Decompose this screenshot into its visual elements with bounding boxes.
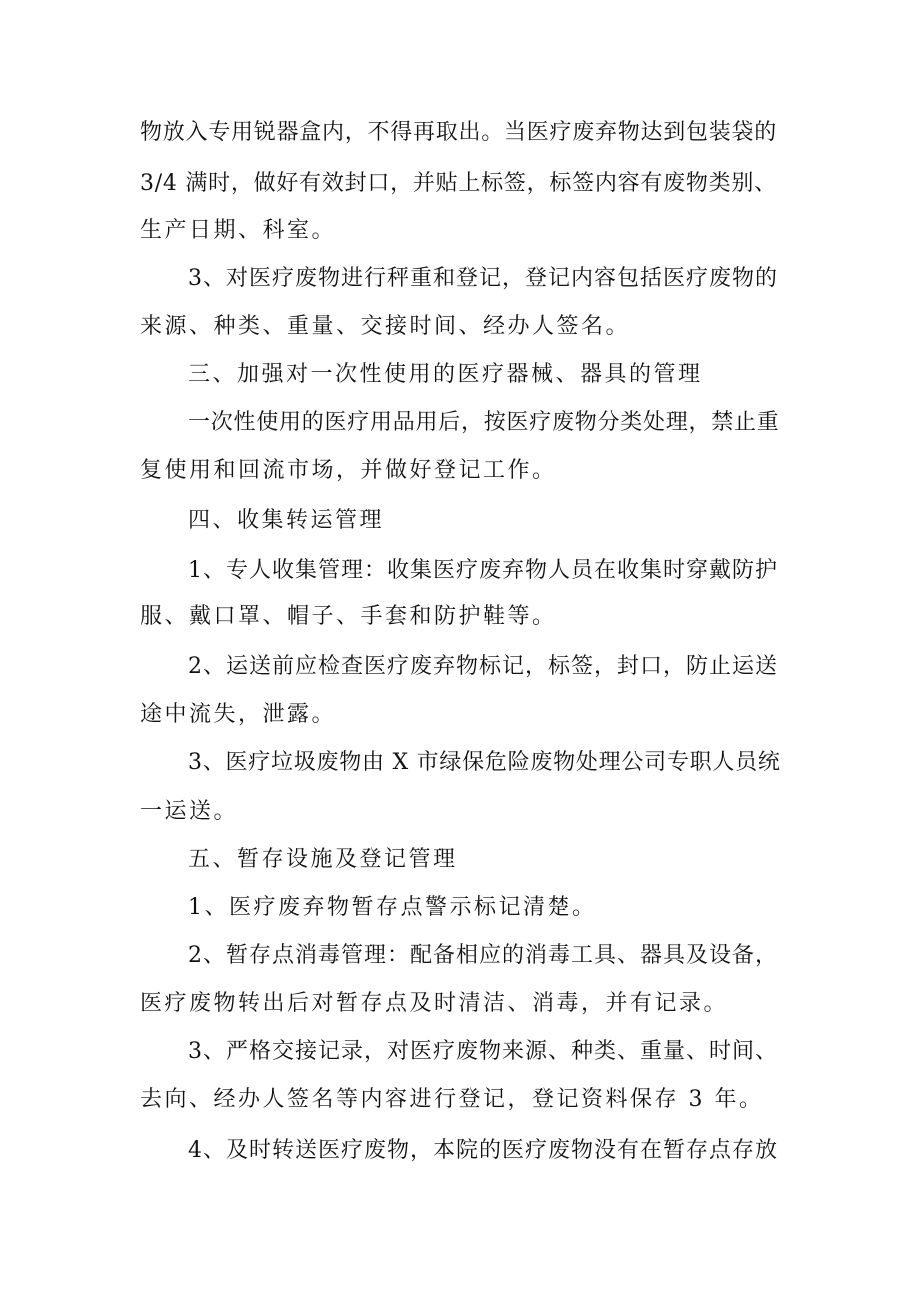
- text-line: 3/4 满时，做好有效封口，并贴上标签，标签内容有废物类别、: [140, 171, 777, 196]
- text-line: 来源、种类、重量、交接时间、经办人签名。: [140, 314, 631, 339]
- text-line: 复使用和回流市场，并做好登记工作。: [140, 458, 557, 483]
- text-line: 4、及时转送医疗废物，本院的医疗废物没有在暂存点存放: [188, 1138, 778, 1163]
- text-line: 1、医疗废弃物暂存点警示标记清楚。: [188, 895, 597, 920]
- text-line: 服、戴口罩、帽子、手套和防护鞋等。: [140, 604, 557, 629]
- text-line: 2、运送前应检查医疗废弃物标记，标签，封口，防止运送: [188, 654, 778, 679]
- text-line: 2、暂存点消毒管理：配备相应的消毒工具、器具及设备，: [188, 943, 778, 968]
- text-line: 一运送。: [140, 799, 239, 824]
- text-line: 医疗废物转出后对暂存点及时清洁、消毒，并有记录。: [140, 991, 729, 1016]
- text-line: 物放入专用锐器盒内，不得再取出。当医疗废弃物达到包装袋的: [140, 120, 778, 145]
- text-line: 3、医疗垃圾废物由 X 市绿保危险废物处理公司专职人员统: [188, 750, 781, 775]
- text-line: 生产日期、科室。: [140, 218, 337, 243]
- text-line: 3、对医疗废物进行秤重和登记，登记内容包括医疗废物的: [188, 266, 778, 291]
- text-line: 3、严格交接记录，对医疗废物来源、种类、重量、时间、: [188, 1039, 778, 1064]
- text-line: 途中流失，泄露。: [140, 702, 337, 727]
- section-heading: 三、加强对一次性使用的医疗器械、器具的管理: [188, 362, 703, 387]
- section-heading: 五、暂存设施及登记管理: [188, 847, 458, 872]
- text-line: 1、专人收集管理：收集医疗废弃物人员在收集时穿戴防护: [188, 558, 778, 583]
- text-line: 一次性使用的医疗用品用后，按医疗废物分类处理，禁止重: [188, 410, 780, 435]
- text-line: 去向、经办人签名等内容进行登记，登记资料保存 3 年。: [140, 1087, 764, 1112]
- section-heading: 四、收集转运管理: [188, 508, 385, 533]
